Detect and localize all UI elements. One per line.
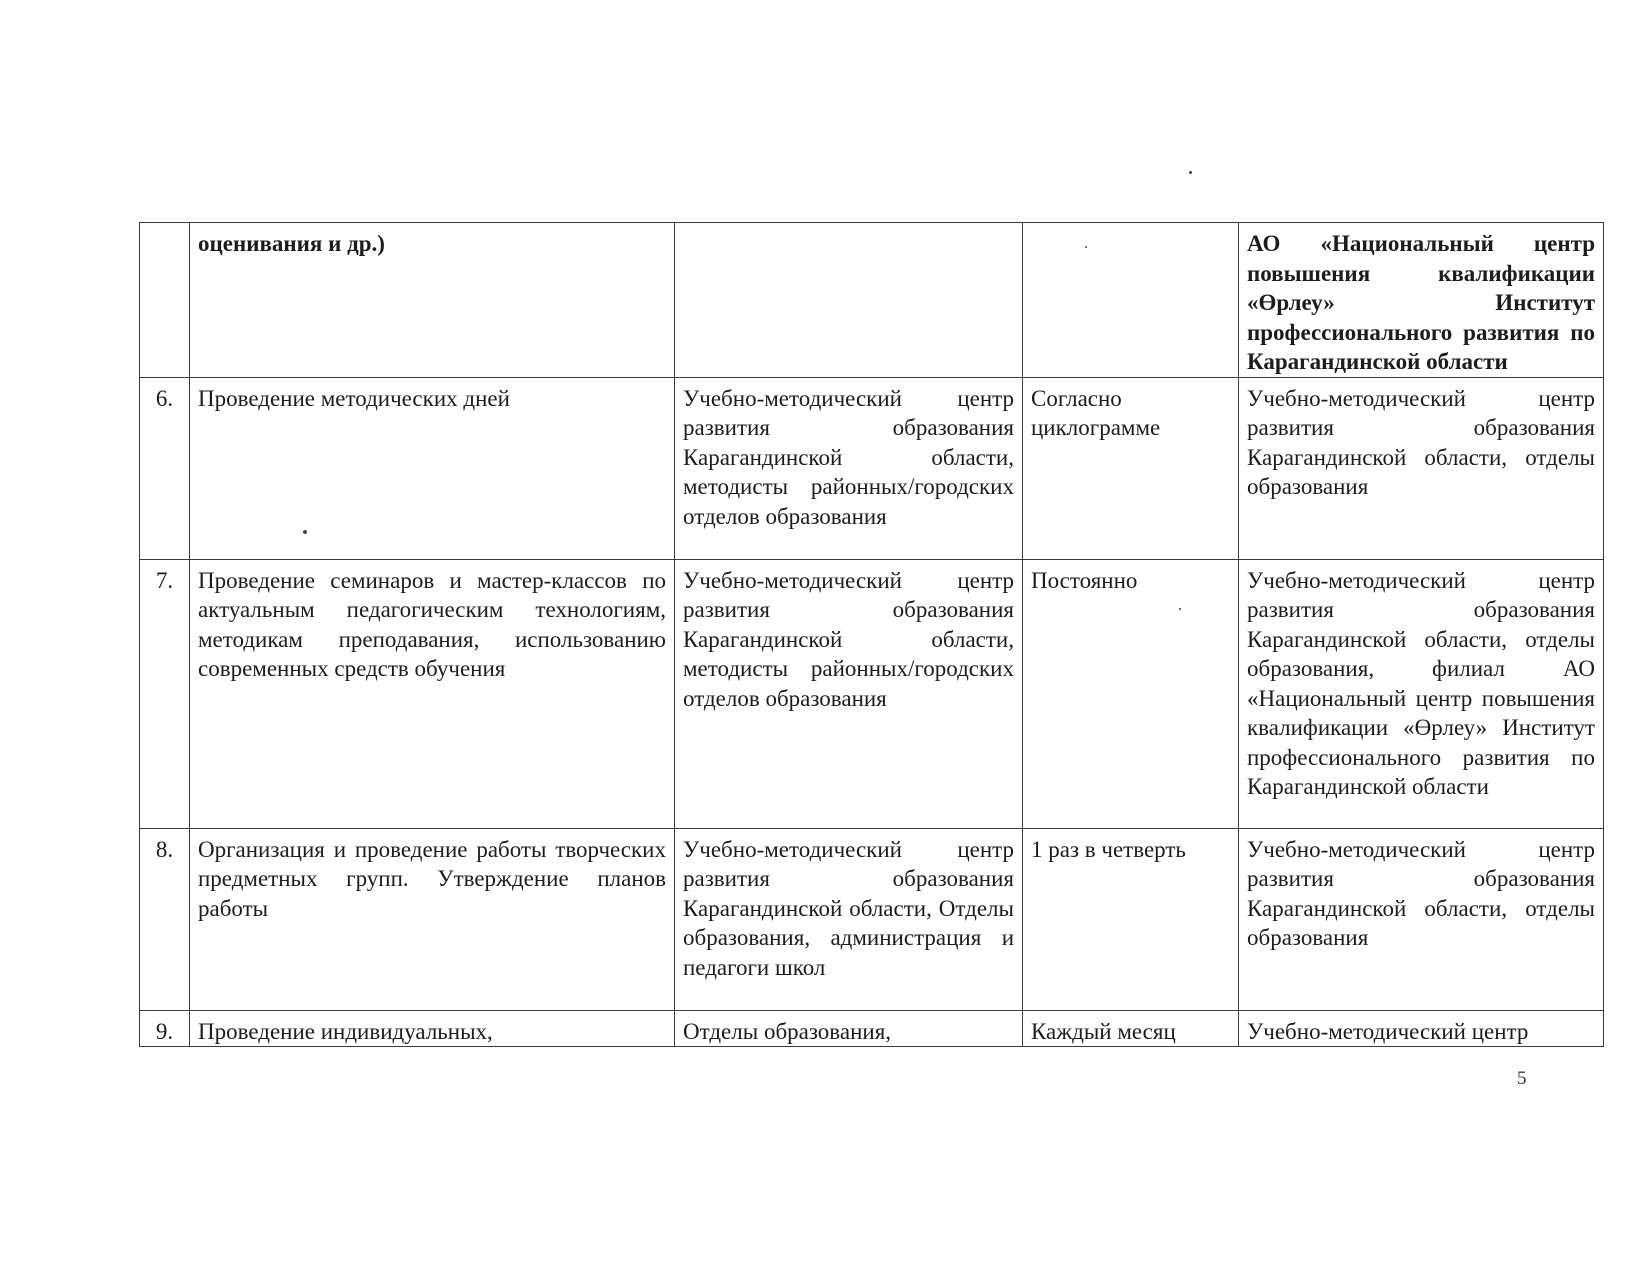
performers-cell: Учебно-методический центр развития образования Карагандинской области, отделы образования, филиал АО «Национальный центр повышения квалификации «Өрлеу» Институт профессионального развития по Карагандинской области [1239, 559, 1604, 828]
row-number: 9. [140, 1010, 190, 1047]
activity-cell: Проведение семинаров и мастер-классов по актуальным педагогическим технологиям, методикам преподавания, использованию современных средств обучения [190, 559, 675, 828]
responsible-cell: Учебно-методический центр развития образования Карагандинской области, методисты районных/городских отделов образования [675, 559, 1023, 828]
row-number: 7. [140, 559, 190, 828]
activity-cell: Проведение методических дней [190, 377, 675, 559]
table-row [140, 223, 1604, 378]
scan-speck [1179, 608, 1181, 610]
performers-cell: Учебно-методический центр развития образования Карагандинской области, отделы образования [1239, 828, 1604, 1010]
deadline-cell: 1 раз в четверть [1023, 828, 1239, 1010]
performers-cell: Учебно-методический центр [1239, 1010, 1604, 1047]
activity-plan-table [139, 222, 1604, 1047]
performers-cell: АО «Национальный центр повышения квалификации «Өрлеу» Институт профессионального развития по Карагандинской области [1239, 223, 1604, 378]
activity-cell: Проведение индивидуальных, [190, 1010, 675, 1047]
deadline-cell [1023, 223, 1239, 378]
table-row [140, 828, 1604, 1010]
row-number: 8. [140, 828, 190, 1010]
responsible-cell: Учебно-методический центр развития образования Карагандинской области, методисты районных/городских отделов образования [675, 377, 1023, 559]
performers-cell: Учебно-методический центр развития образования Карагандинской области, отделы образования [1239, 377, 1604, 559]
table-row [140, 1010, 1604, 1047]
row-number [140, 223, 190, 378]
scan-speck [1189, 171, 1192, 174]
scan-speck [303, 530, 307, 534]
table-row [140, 377, 1604, 559]
activity-cell: оценивания и др.) [190, 223, 675, 378]
activity-cell: Организация и проведение работы творческих предметных групп. Утверждение планов работы [190, 828, 675, 1010]
deadline-cell: Каждый месяц [1023, 1010, 1239, 1047]
scan-speck [1085, 246, 1087, 248]
page-number: 5 [1517, 1068, 1527, 1089]
table-row [140, 559, 1604, 828]
responsible-cell [675, 223, 1023, 378]
responsible-cell: Отделы образования, [675, 1010, 1023, 1047]
responsible-cell: Учебно-методический центр развития образования Карагандинской области, Отделы образования, администрация и педагоги школ [675, 828, 1023, 1010]
row-number: 6. [140, 377, 190, 559]
deadline-cell: Согласно циклограмме [1023, 377, 1239, 559]
deadline-cell: Постоянно [1023, 559, 1239, 828]
